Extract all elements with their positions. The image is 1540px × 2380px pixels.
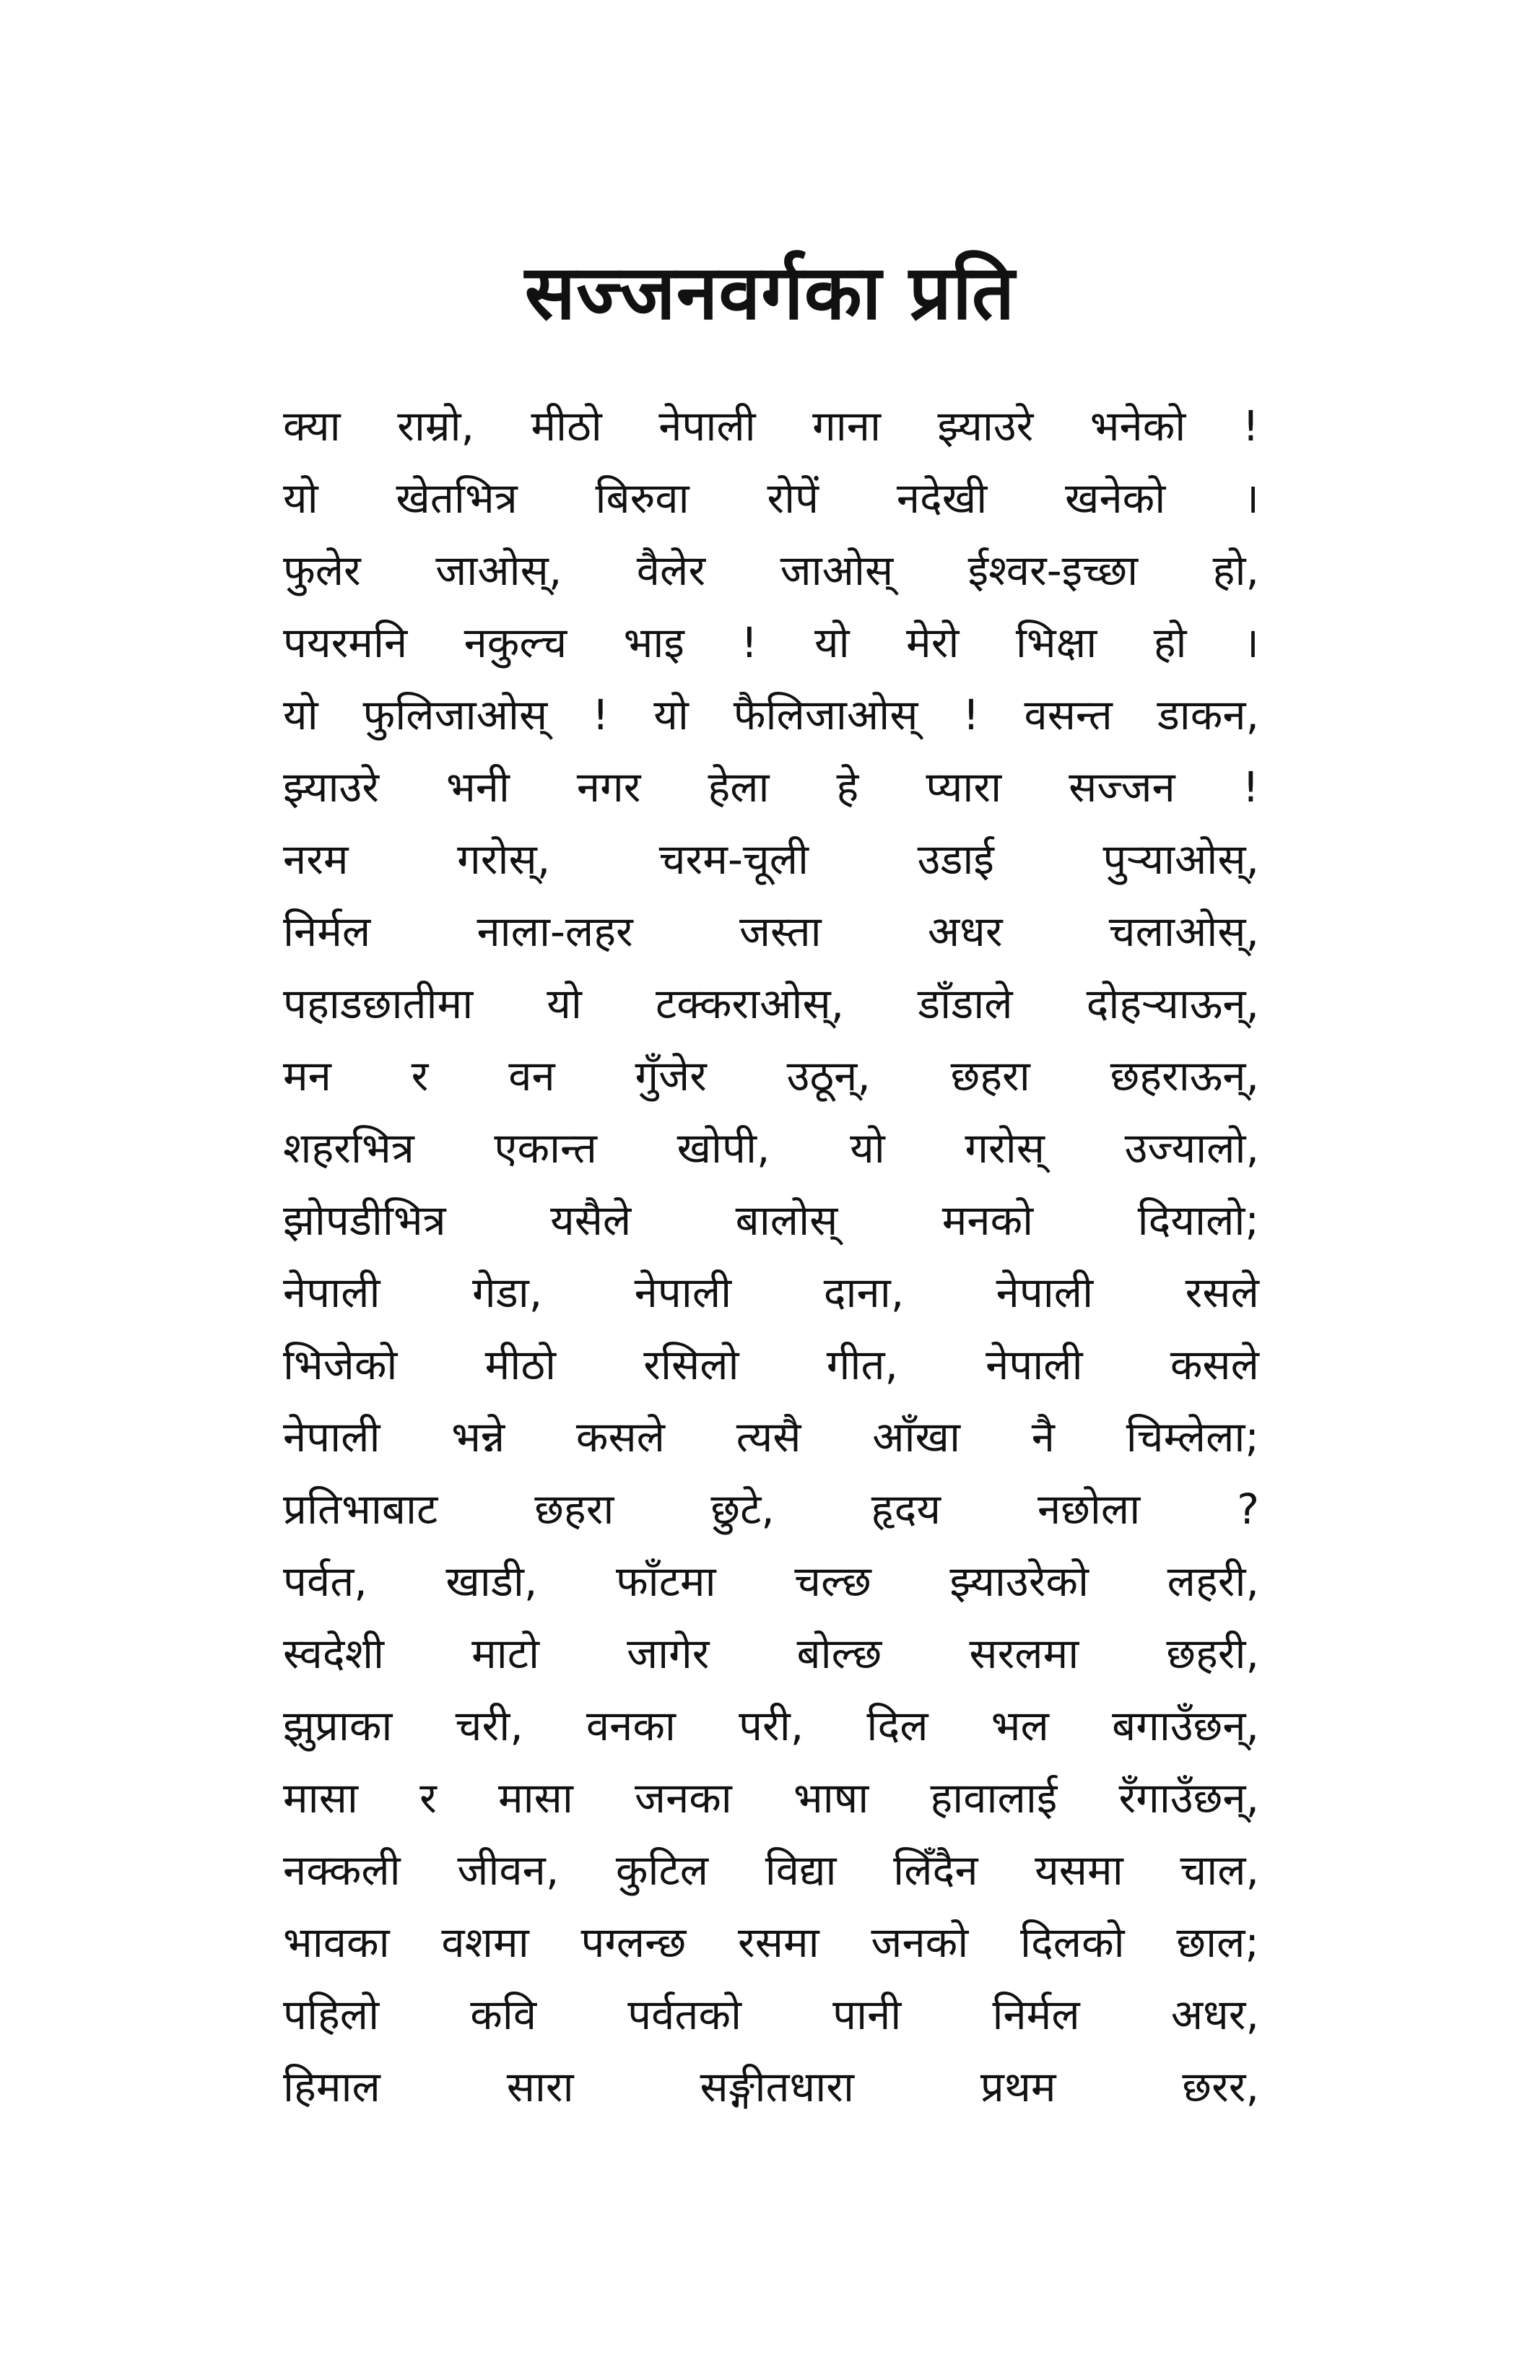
poem-word: रसले: [1185, 1268, 1259, 1317]
poem-word: वसन्त: [1024, 690, 1113, 739]
poem-word: छहरा: [534, 1485, 614, 1534]
poem-word: झ्याउरे: [283, 763, 379, 812]
poem-word: दिल: [866, 1701, 928, 1750]
poem-word: र: [411, 1051, 429, 1100]
poem-word: गाना: [812, 401, 881, 451]
poem-word: नेपाली: [658, 401, 756, 451]
poem-line: [283, 823, 1259, 895]
poem-word: भिजेको: [283, 1340, 398, 1389]
poem-word: कसले: [1170, 1340, 1259, 1389]
poem-line: [283, 1762, 1259, 1834]
poem-word: पुऱ्याओस्,: [1102, 835, 1259, 884]
poem-word: दिलको: [1019, 1918, 1125, 1967]
poem-word: हो,: [1212, 546, 1259, 595]
poem-word: जनका: [635, 1773, 732, 1823]
poem-line: [283, 1617, 1259, 1690]
poem-word: लिँदैन: [893, 1846, 978, 1895]
poem-word: गेडा,: [472, 1268, 543, 1317]
poem-word: नेपाली: [986, 1340, 1083, 1389]
poem-line: [283, 607, 1259, 679]
poem-line: [283, 968, 1259, 1040]
poem-word: पग्लन्छ: [580, 1918, 687, 1967]
poem-word: मासा: [497, 1773, 573, 1823]
poem-word: अधर,: [1170, 1990, 1259, 2039]
poem-word: पहिलो: [283, 1990, 380, 2039]
poem-word: झ्याउरेको: [949, 1557, 1089, 1606]
poem-word: फुलेर: [283, 546, 361, 595]
poem-word: वनका: [586, 1701, 676, 1750]
poem-line: [283, 679, 1259, 751]
poem-word: खोपी,: [677, 1124, 770, 1173]
poem-word: नाला-लहर: [477, 907, 633, 956]
poem-word: यो: [653, 690, 689, 739]
poem-word: चाल,: [1180, 1846, 1259, 1895]
poem-word: एकान्त: [494, 1124, 597, 1173]
poem-word: गरोस्: [965, 1124, 1045, 1173]
poem-word: झुप्राका: [283, 1701, 393, 1750]
poem-word: नकुल्च: [464, 618, 567, 667]
poem-word: माटो: [471, 1629, 540, 1678]
poem-word: फाँटमा: [615, 1557, 716, 1606]
poem-word: हेला: [708, 763, 770, 812]
poem-word: यो: [283, 690, 318, 739]
poem-word: परी,: [739, 1701, 804, 1750]
poem-word: चरम-चूली: [658, 835, 809, 884]
poem-word: भन्ने: [451, 1412, 505, 1462]
poem-word: सारा: [506, 2062, 574, 2111]
poem-word: रँगाउँछन्,: [1118, 1773, 1259, 1823]
poem-word: स्वदेशी: [283, 1629, 385, 1678]
poem-word: डाँडाले: [918, 979, 1013, 1028]
poem-line: [283, 1545, 1259, 1617]
poem-word: बालोस्: [735, 1196, 838, 1245]
poem-word: नछोला: [1037, 1485, 1141, 1534]
poem-word: प्यारा: [926, 763, 1002, 812]
poem-word: छाल;: [1176, 1918, 1259, 1967]
poem-word: कुटिल: [615, 1846, 709, 1895]
poem-word: शहरभित्र: [283, 1124, 414, 1173]
poem-word: हो: [1153, 618, 1187, 667]
poem-word: चरी,: [455, 1701, 523, 1750]
poem-body: [283, 390, 1259, 2123]
poem-word: रोपें: [767, 474, 819, 523]
poem-word: उठून्,: [786, 1051, 871, 1100]
poem-line: [283, 1040, 1259, 1112]
poem-word: वशमा: [441, 1918, 529, 1967]
poem-line: [283, 2051, 1259, 2123]
poem-word: !: [962, 690, 980, 739]
poem-word: मासा: [283, 1773, 358, 1823]
poem-word: निर्मल: [283, 907, 371, 956]
poem-word: सज्जन: [1069, 763, 1175, 812]
poem-word: यसमा: [1035, 1846, 1123, 1895]
poem-word: मनको: [941, 1196, 1034, 1245]
poem-line: [283, 1473, 1259, 1545]
poem-word: !: [1242, 401, 1259, 451]
poem-word: नरम: [283, 835, 349, 884]
poem-word: बोल्छ: [796, 1629, 882, 1678]
poem-word: ?: [1237, 1485, 1259, 1534]
poem-word: पयरमनि: [283, 618, 408, 667]
poem-word: राम्रो,: [397, 401, 474, 451]
poem-word: जस्ता: [739, 907, 822, 956]
poem-word: प्रतिभाबाट: [283, 1485, 438, 1534]
poem-word: जनको: [871, 1918, 969, 1967]
poem-word: भनेको: [1089, 401, 1186, 451]
poem-word: उज्यालो,: [1124, 1124, 1259, 1173]
poem-word: यो: [283, 474, 318, 523]
poem-word: पहाडछातीमा: [283, 979, 474, 1028]
poem-word: छहराऊन्,: [1110, 1051, 1259, 1100]
poem-word: चिम्लेला;: [1126, 1412, 1259, 1462]
poem-word: नेपाली: [283, 1412, 380, 1462]
poem-word: फैलिजाओस्: [733, 690, 918, 739]
poem-word: जीवन,: [457, 1846, 560, 1895]
poem-word: नदेखी: [896, 474, 988, 523]
poem-word: ।: [1243, 618, 1259, 667]
poem-word: लहरी,: [1167, 1557, 1259, 1606]
poem-line: [283, 1906, 1259, 1979]
poem-line: [283, 1329, 1259, 1401]
poem-word: जाओस्,: [435, 546, 562, 595]
poem-line: [283, 895, 1259, 968]
poem-line: [283, 1112, 1259, 1184]
poem-word: नेपाली: [634, 1268, 732, 1317]
poem-line: [283, 751, 1259, 823]
poem-word: !: [741, 618, 758, 667]
poem-word: डाकन,: [1157, 690, 1259, 739]
poem-word: फुलिजाओस्: [362, 690, 548, 739]
poem-word: क्या: [283, 401, 341, 451]
poem-word: विद्या: [765, 1846, 837, 1895]
poem-line: [283, 1834, 1259, 1906]
poem-word: झोपडीभित्र: [283, 1196, 446, 1245]
poem-word: मन: [283, 1051, 331, 1100]
poem-word: अधर: [927, 907, 1003, 956]
poem-word: भाषा: [793, 1773, 869, 1823]
poem-word: रसिलो: [643, 1340, 739, 1389]
poem-word: यसैले: [550, 1196, 632, 1245]
poem-line: [283, 462, 1259, 534]
poem-word: कसले: [575, 1412, 665, 1462]
poem-word: वन: [508, 1051, 555, 1100]
poem-word: सङ्गीतधारा: [700, 2062, 854, 2111]
poem-word: बिरुवा: [595, 474, 689, 523]
poem-line: [283, 1401, 1259, 1473]
poem-line: [283, 1979, 1259, 2051]
poem-word: कवि: [470, 1990, 537, 2039]
poem-word: प्रथम: [980, 2062, 1056, 2111]
poem-word: टक्कराओस्,: [656, 979, 845, 1028]
poem-word: मेरो: [906, 618, 960, 667]
poem-word: हिमाल: [283, 2062, 380, 2111]
poem-word: मीठो: [531, 401, 602, 451]
poem-word: भाइ: [623, 618, 684, 667]
poem-word: दियालो;: [1137, 1196, 1259, 1245]
poem-word: नै: [1031, 1412, 1055, 1462]
poem-word: खनेको: [1065, 474, 1166, 523]
poem-word: वैलेर: [636, 546, 706, 595]
poem-word: छरर,: [1182, 2062, 1259, 2111]
poem-title: सज्जनवर्गका प्रति: [524, 248, 1016, 336]
poem-word: पर्वतको: [627, 1990, 742, 2039]
poem-word: पर्वत,: [283, 1557, 367, 1606]
poem-word: त्यसै: [736, 1412, 801, 1462]
poem-word: ।: [1243, 474, 1259, 523]
poem-word: जाओस्: [780, 546, 894, 595]
poem-word: यो: [850, 1124, 885, 1173]
poem-word: रसमा: [738, 1918, 819, 1967]
poem-word: भल: [991, 1701, 1049, 1750]
poem-word: दाना,: [823, 1268, 905, 1317]
poem-word: चलाओस्,: [1108, 907, 1259, 956]
poem-word: सरलमा: [969, 1629, 1079, 1678]
poem-word: भिक्षा: [1015, 618, 1097, 667]
poem-word: गीत,: [826, 1340, 898, 1389]
poem-word: !: [1242, 763, 1259, 812]
poem-word: चल्छ: [794, 1557, 871, 1606]
poem-word: यो: [814, 618, 850, 667]
poem-word: नगर: [576, 763, 641, 812]
poem-word: छुटे,: [710, 1485, 775, 1534]
poem-word: बगाउँछन्,: [1112, 1701, 1259, 1750]
poem-word: दोहऱ्याऊन्,: [1086, 979, 1259, 1028]
poem-word: हावालाई: [930, 1773, 1058, 1823]
poem-line: [283, 1184, 1259, 1256]
poem-word: आँखा: [872, 1412, 960, 1462]
poem-word: यो: [547, 979, 582, 1028]
poem-word: खेतभित्र: [396, 474, 518, 523]
poem-word: छहरी,: [1166, 1629, 1259, 1678]
poem-word: नेपाली: [996, 1268, 1094, 1317]
poem-word: झ्याउरे: [937, 401, 1034, 451]
poem-word: निर्मल: [992, 1990, 1080, 2039]
poem-word: नक्कली: [283, 1846, 401, 1895]
poem-word: हे: [836, 763, 859, 812]
poem-word: जागेर: [627, 1629, 710, 1678]
poem-word: छहरा: [950, 1051, 1030, 1100]
poem-word: भावका: [283, 1918, 390, 1967]
poem-word: भनी: [445, 763, 510, 812]
poem-word: !: [592, 690, 609, 739]
poem-word: हृदय: [871, 1485, 941, 1534]
poem-word: मीठो: [484, 1340, 557, 1389]
poem-word: पानी: [832, 1990, 902, 2039]
poem-word: नेपाली: [283, 1268, 380, 1317]
poem-word: र: [419, 1773, 437, 1823]
poem-word: ईश्वर-इच्छा: [967, 546, 1139, 595]
poem-line: [283, 1690, 1259, 1762]
poem-word: गुँजेर: [635, 1051, 707, 1100]
poem-line: [283, 534, 1259, 607]
poem-word: उडाई: [917, 835, 994, 884]
poem-line: [283, 390, 1259, 462]
poem-line: [283, 1256, 1259, 1329]
poem-word: खाडी,: [445, 1557, 538, 1606]
poem-word: गरोस्,: [457, 835, 551, 884]
